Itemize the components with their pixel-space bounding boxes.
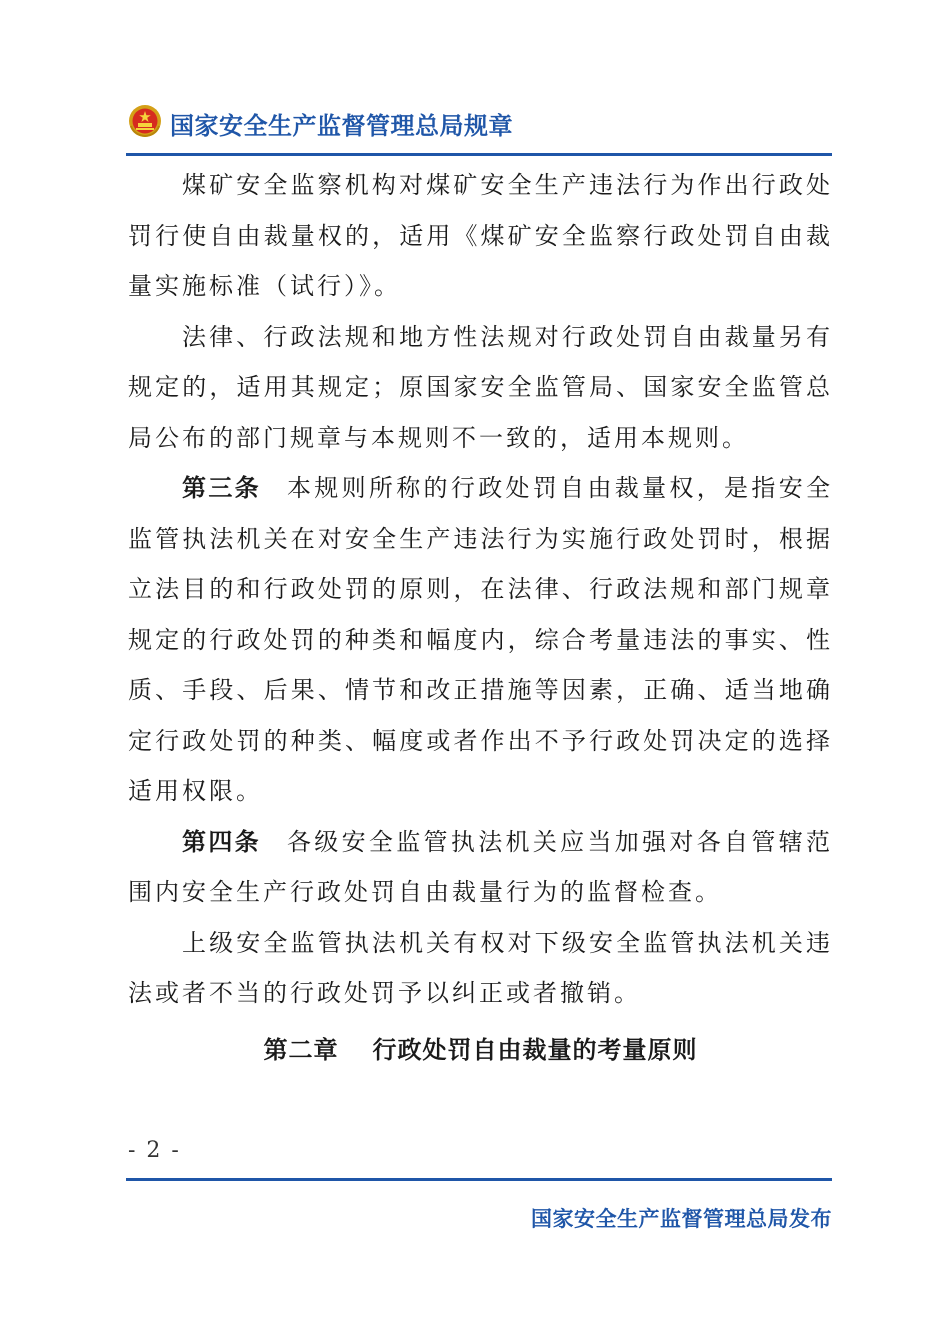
paragraph-article-4 — [128, 817, 833, 918]
page-number: - 2 - — [128, 1138, 181, 1163]
header-title: 国家安全生产监督管理总局规章 — [170, 112, 513, 140]
paragraph-text: 煤矿安全监察机构对煤矿安全生产违法行为作出行政处罚行使自由裁量权的，适用《煤矿安全监察行政处罚自由裁量实施标准（试行）》。 — [128, 171, 833, 300]
paragraph-text: 各级安全监管执法机关应当加强对各自管辖范围内安全生产行政处罚自由裁量行为的监督检查。 — [128, 827, 834, 906]
footer-divider — [126, 1178, 832, 1181]
paragraph — [128, 918, 833, 1019]
national-emblem-icon — [128, 104, 162, 138]
article-number: 第三条 — [182, 474, 261, 502]
paragraph-text: 上级安全监管执法机关有权对下级安全监管执法机关违法或者不当的行政处罚予以纠正或者撤销。 — [128, 928, 833, 1007]
header-divider — [126, 153, 832, 156]
paragraph-article-3 — [128, 463, 833, 817]
page-header — [128, 100, 833, 148]
paragraph-text: 本规则所称的行政处罚自由裁量权，是指安全监管执法机关在对安全生产违法行为实施行政处罚时，根据立法目的和行政处罚的原则，在法律、行政法规和部门规章规定的行政处罚的种类和幅度内，综合考量违法的事实、性质、手段、后果、情节和改正措施等因素，正确、适当地确定行政处罚的种类、幅度或者作出不予行政处罚决定的选择适用权限。 — [128, 474, 834, 805]
chapter-heading — [128, 1030, 833, 1065]
chapter-number: 第二章 — [263, 1036, 339, 1064]
document-body — [128, 160, 833, 1019]
footer-publisher: 国家安全生产监督管理总局发布 — [531, 1207, 832, 1231]
paragraph — [128, 160, 833, 312]
chapter-title: 行政处罚自由裁量的考量原则 — [372, 1036, 698, 1064]
paragraph-text: 法律、行政法规和地方性法规对行政处罚自由裁量另有规定的，适用其规定；原国家安全监管局、国家安全监管总局公布的部门规章与本规则不一致的，适用本规则。 — [128, 322, 833, 452]
paragraph — [128, 312, 833, 464]
article-number: 第四条 — [182, 827, 261, 856]
